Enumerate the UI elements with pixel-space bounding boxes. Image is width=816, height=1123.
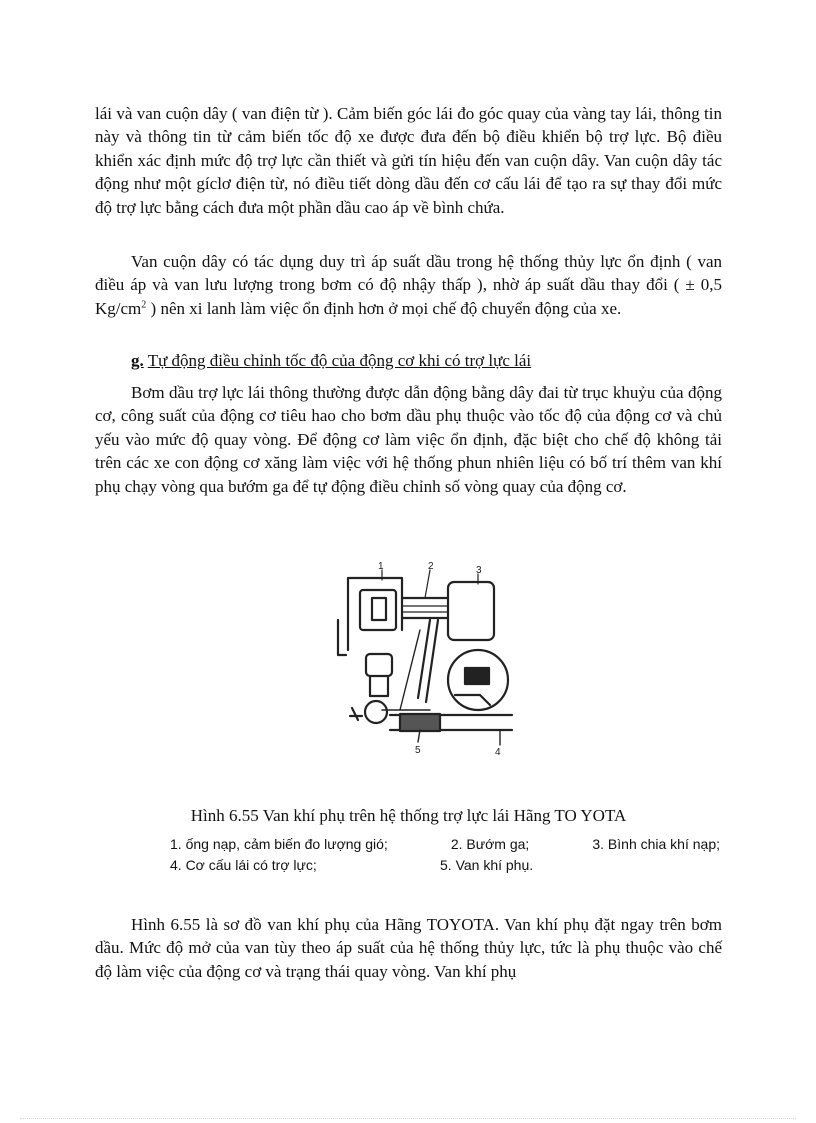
paragraph-2 <box>95 250 722 320</box>
diagram-label-4: 4 <box>495 747 501 758</box>
diagram-label-2: 2 <box>428 561 434 572</box>
legend-item-4: 4. Cơ cấu lái có trợ lực; <box>170 857 317 873</box>
page-bottom-divider <box>20 1118 796 1119</box>
legend-item-3: 3. Bình chia khí nạp; <box>592 836 720 852</box>
section-label: g. <box>131 351 144 370</box>
legend-item-1: 1. ống nạp, cảm biến đo lượng gió; <box>170 836 388 852</box>
figure-legend-line-2 <box>170 855 720 875</box>
superscript-2: 2 <box>141 299 147 311</box>
diagram-label-1: 1 <box>378 561 384 572</box>
figure-caption: Hình 6.55 Van khí phụ trên hệ thống trợ lực lái Hãng TO YOTA <box>190 806 627 825</box>
section-title: Tự động điều chỉnh tốc độ của động cơ khi có trợ lực lái <box>147 351 532 370</box>
legend-item-2: 2. Bướm ga; <box>450 836 530 852</box>
air-valve-diagram <box>330 560 520 760</box>
paragraph-2-text-a: Van cuộn dây có tác dụng duy trì áp suất dầu trong hệ thống thủy lực ổn định ( van điều áp và van lưu lượng trong bơm có độ nhậy thấp ), nhờ áp suất dầu thay đổi ( ± 0,5 Kg/cm <box>95 252 722 318</box>
paragraph-1: lái và van cuộn dây ( van điện từ ). Cảm biến góc lái đo góc quay của vàng tay lái, thông tin này và thông tin từ cảm biến tốc độ xe được đưa đến bộ điều khiển bộ trợ lực. Bộ điều khiển xác định mức độ trợ lực cần thiết và gửi tín hiệu đến van cuộn dây. Van cuộn dây tác động như một gíclơ điện từ, nó điều tiết dòng dầu đến cơ cấu lái để tạo ra sự thay đổi mức độ trợ lực bằng cách đưa một phần dầu cao áp về bình chứa. <box>95 104 722 217</box>
paragraph-3: Bơm dầu trợ lực lái thông thường được dẫn động bằng dây đai từ trục khuỷu của động cơ, công suất của động cơ tiêu hao cho bơm dầu phụ thuộc vào tốc độ của động cơ và chủ yếu vào mức độ quay vòng. Để động cơ làm việc ổn định, đặc biệt cho chế độ không tải trên các xe con động cơ xăng làm việc với hệ thống phun nhiên liệu có bố trí thêm van khí phụ chạy vòng qua bướm ga để tự động điều chỉnh số vòng quay của động cơ. <box>95 383 722 496</box>
section-heading <box>131 349 531 372</box>
paragraph-4: Hình 6.55 là sơ đồ van khí phụ của Hãng TOYOTA. Van khí phụ đặt ngay trên bơm dầu. Mức độ mở của van tùy theo áp suất của hệ thống thủy lực, tức là phụ thuộc vào chế độ làm việc của động cơ và trạng thái quay vòng. Van khí phụ <box>95 915 722 981</box>
figure-legend-line-1 <box>170 834 720 854</box>
diagram-label-5: 5 <box>415 745 421 756</box>
paragraph-2-text-b: ) nên xi lanh làm việc ổn định hơn ở mọi chế độ chuyển động của xe. <box>146 298 622 318</box>
legend-item-5: 5. Van khí phụ. <box>440 857 534 873</box>
diagram-label-3: 3 <box>476 565 482 576</box>
